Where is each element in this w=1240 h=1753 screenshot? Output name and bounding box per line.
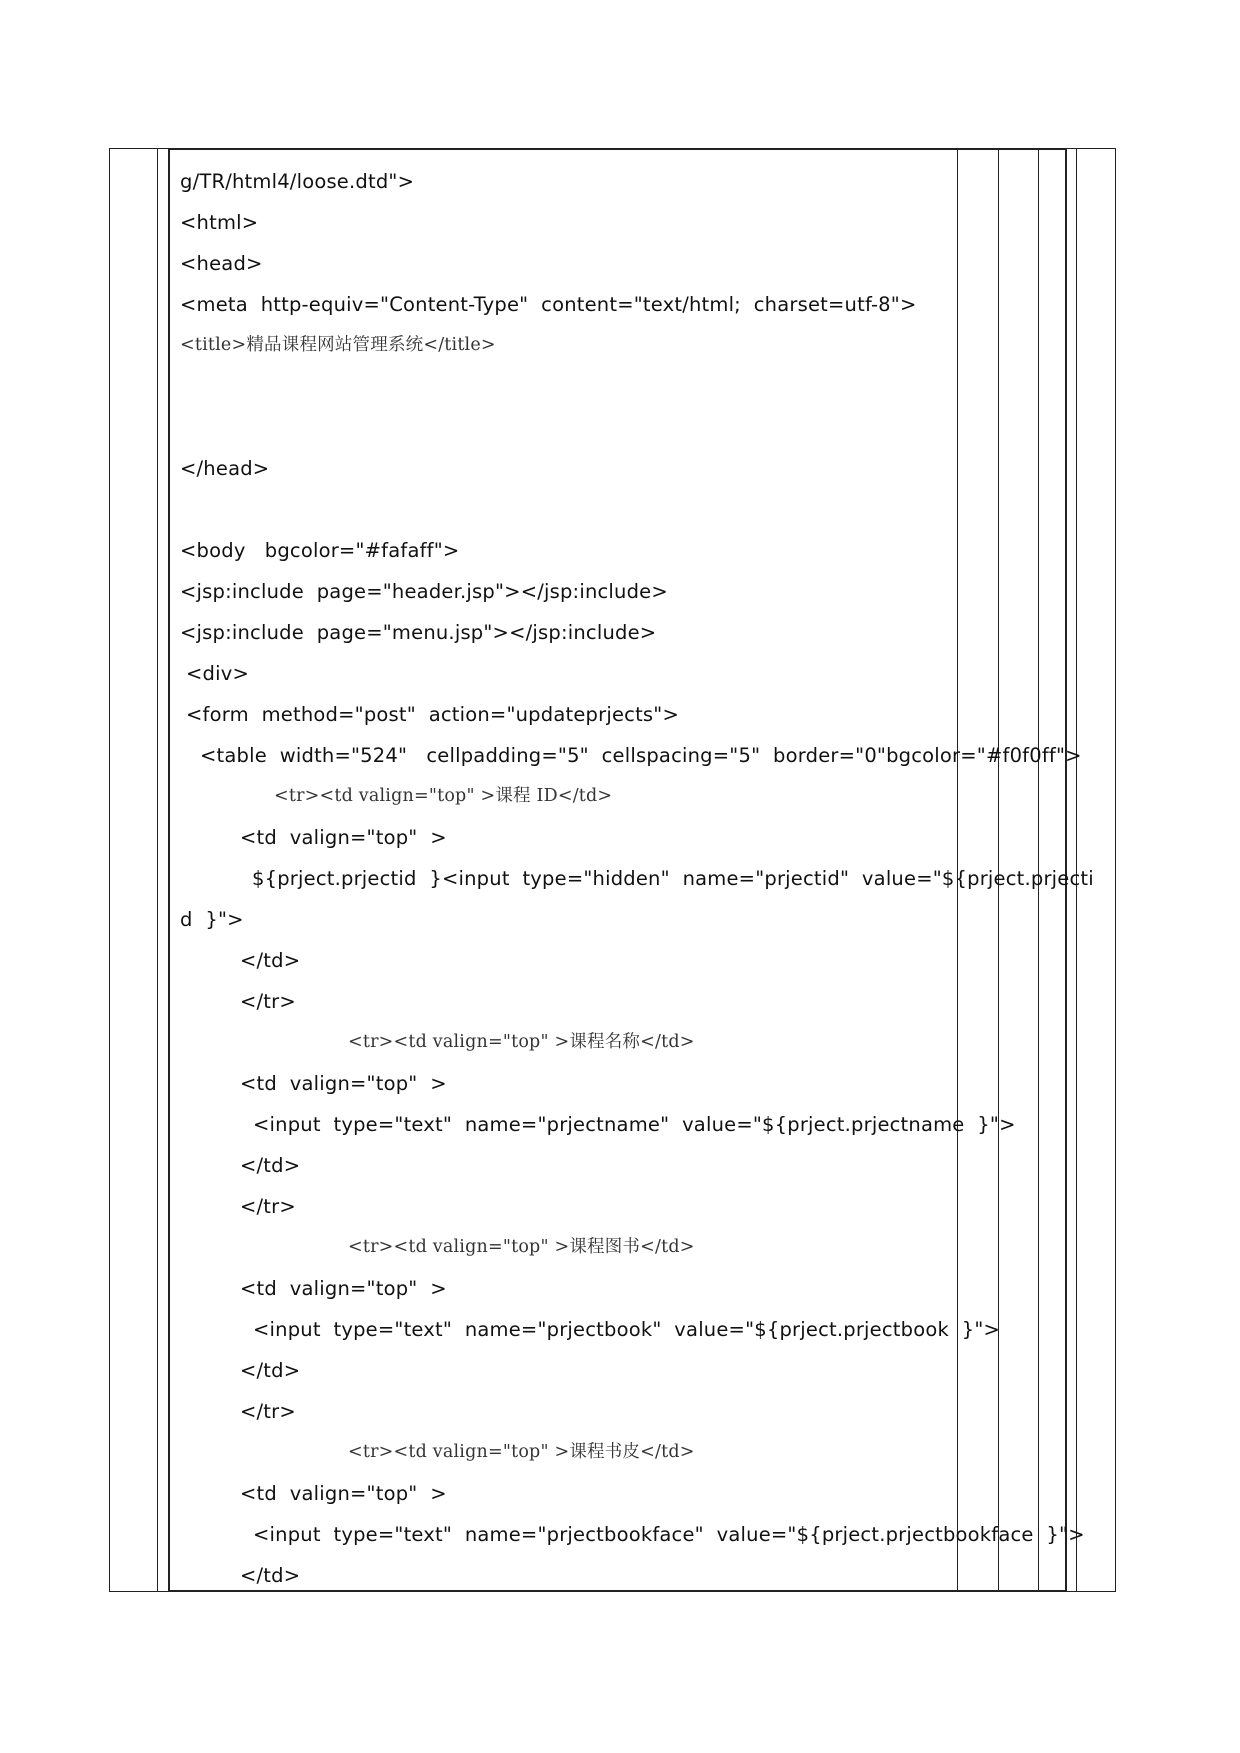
code-line: <td valign="top" > — [240, 1482, 447, 1505]
code-line: </tr> — [240, 1195, 296, 1218]
table-column-divider-1 — [157, 148, 158, 1592]
code-line: </td> — [240, 1564, 301, 1587]
code-line: <table width="524" cellpadding="5" cellspacing="5" border="0"bgcolor="#f0f0ff"> — [200, 744, 1082, 767]
code-line: </head> — [180, 457, 270, 480]
code-line: <tr><td valign="top" >课程 ID</td> — [274, 786, 613, 806]
code-line: d }"> — [180, 908, 244, 931]
code-line: <input type="text" name="prjectname" value="${prject.prjectname }"> — [253, 1113, 1016, 1136]
code-line: <input type="text" name="prjectbook" value="${prject.prjectbook }"> — [253, 1318, 1001, 1341]
code-line: <td valign="top" > — [240, 826, 447, 849]
code-line: </tr> — [240, 1400, 296, 1423]
code-line: <input type="text" name="prjectbookface" value="${prject.prjectbookface }"> — [253, 1523, 1085, 1546]
code-line: ${prject.prjectid }<input type="hidden" name="prjectid" value="${prject.prjecti — [252, 867, 1094, 890]
code-line: g/TR/html4/loose.dtd"> — [180, 170, 415, 193]
table-border-right — [1115, 148, 1116, 1592]
code-line: </td> — [240, 949, 301, 972]
code-line: <jsp:include page="menu.jsp"></jsp:include> — [180, 621, 657, 644]
code-line: </td> — [240, 1359, 301, 1382]
code-line: <td valign="top" > — [240, 1072, 447, 1095]
code-line: <head> — [180, 252, 263, 275]
code-line: <meta http-equiv="Content-Type" content="text/html; charset=utf-8"> — [180, 293, 917, 316]
code-line: <tr><td valign="top" >课程图书</td> — [348, 1237, 695, 1257]
code-line: <title>精品课程网站管理系统</title> — [180, 335, 496, 355]
code-line: <tr><td valign="top" >课程名称</td> — [348, 1032, 695, 1052]
code-line: <div> — [186, 662, 250, 685]
code-line: <td valign="top" > — [240, 1277, 447, 1300]
table-border-left — [109, 148, 110, 1592]
code-line: <html> — [180, 211, 259, 234]
code-line: <form method="post" action="updateprjects"> — [186, 703, 679, 726]
code-line: <jsp:include page="header.jsp"></jsp:include> — [180, 580, 668, 603]
code-line: <tr><td valign="top" >课程书皮</td> — [348, 1442, 695, 1462]
code-line: </tr> — [240, 990, 296, 1013]
code-line: <body bgcolor="#fafaff"> — [180, 539, 460, 562]
code-line: </td> — [240, 1154, 301, 1177]
